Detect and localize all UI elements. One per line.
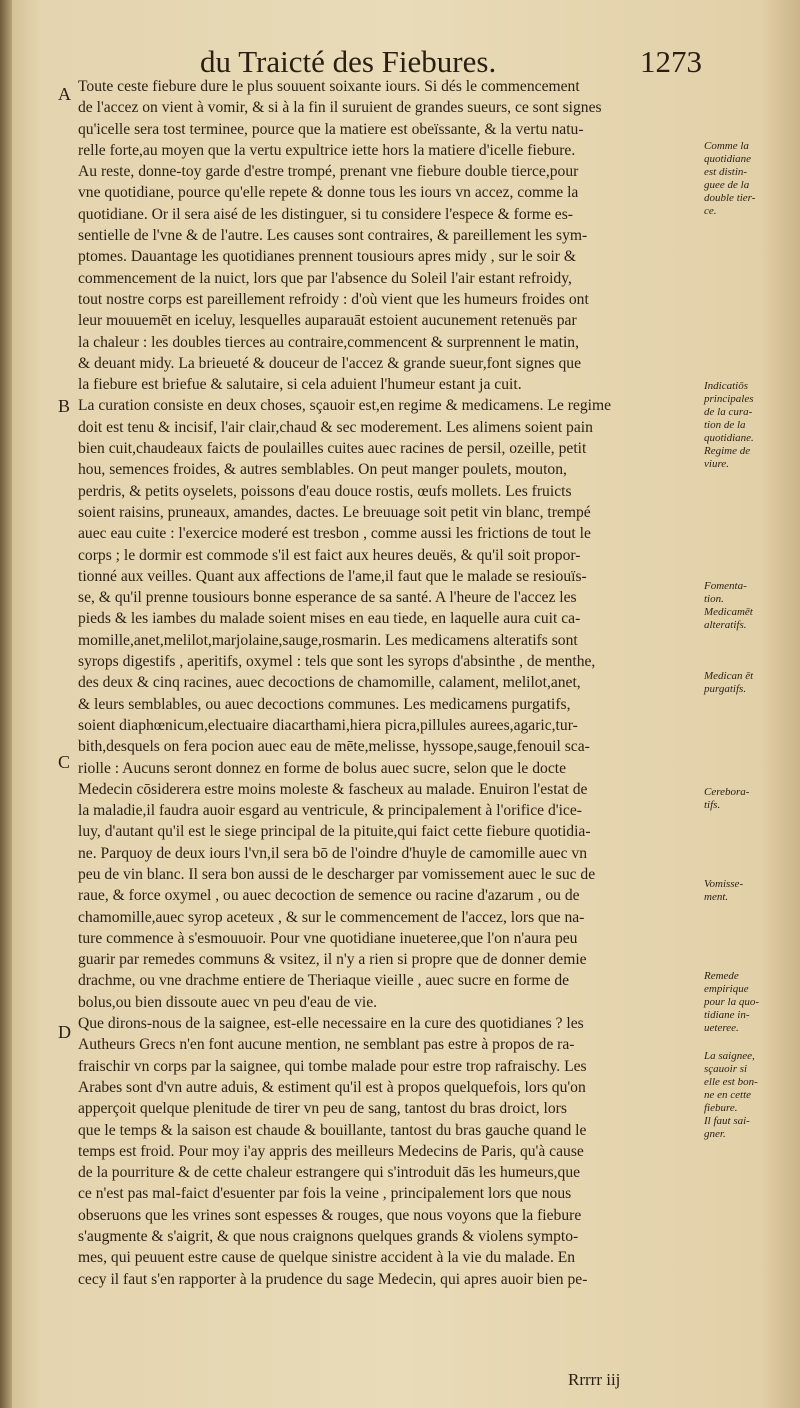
- text-line: Au reste, donne-toy garde d'estre trompé, prenant vne fiebure double tierce,pour: [78, 163, 579, 181]
- text-line: tionné aux veilles. Quant aux affections de l'ame,il faut que le malade se resiouïs-: [78, 567, 587, 585]
- text-line: qu'icelle sera tost terminee, pource que la matiere est obeïssante, & la vertu natu-: [78, 120, 584, 138]
- side-note-line: Indicatiōs: [704, 380, 748, 392]
- text-line: soient raisins, pruneaux, amandes, dactes. Le breuuage soit petit vin blanc, trempé: [78, 503, 591, 521]
- side-note: [704, 140, 798, 218]
- side-note: [704, 580, 798, 632]
- side-note-line: Medican ēt: [704, 670, 754, 682]
- text-line: ce n'est pas mal-faict d'esuenter par fois la veine , principalement lors que nous: [78, 1185, 572, 1203]
- text-line: raue, & force oxymel , ou auec decoction de semence ou racine d'azarum , ou de: [78, 887, 580, 905]
- side-note-line: purgatifs.: [704, 683, 747, 695]
- side-note-line: tion de la: [704, 419, 746, 431]
- text-line: momille,anet,melilot,marjolaine,sauge,rosmarin. Les medicamens alteratifs sont: [78, 631, 578, 649]
- side-note: [704, 1050, 798, 1141]
- text-line: peu de vin blanc. Il sera bon aussi de le descharger par vomissement auec le suc de: [78, 865, 596, 883]
- text-line: vne quotidiane, pource qu'elle repete & donne tous les iours vn accez, comme la: [78, 184, 579, 202]
- side-note-line: Regime de: [704, 445, 751, 457]
- text-line: Autheurs Grecs n'en font aucune mention, ne semblant pas estre à propos de ra-: [78, 1036, 575, 1054]
- text-line: quotidiane. Or il sera aisé de les distinguer, si tu considere l'espece & forme es-: [78, 205, 573, 223]
- text-line: leur mouuemēt en iceluy, lesquelles auparauāt estoient aucunement retenuës par: [78, 312, 577, 330]
- side-note: [704, 786, 798, 812]
- section-marker-d: D: [58, 1022, 71, 1042]
- text-line: La curation consiste en deux choses, sçauoir est,en regime & medicamens. Le regime: [78, 397, 612, 415]
- side-note-line: pour la quo-: [704, 996, 759, 1008]
- text-line: de l'accez on vient à vomir, & si à la fin il suruient de grandes sueurs, ce sont signes: [78, 99, 602, 117]
- text-line: Medecin cōsiderera estre moins moleste & fascheux au malade. Enuiron l'estat de: [78, 780, 588, 798]
- text-line: mes, qui peuuent estre cause de quelque sinistre accident à la vie du malade. En: [78, 1249, 576, 1267]
- main-text: [78, 76, 708, 1290]
- side-note-line: empirique: [704, 983, 749, 995]
- side-note-line: Remede: [704, 970, 739, 982]
- side-note: [704, 670, 798, 696]
- text-line: luy, d'autant qu'il est le siege principal de la pituite,qui faict cette fiebure quotidia-: [78, 823, 591, 841]
- text-line: la maladie,il faudra auoir esgard au ventricule, & principalement à l'orifice d'ice-: [78, 802, 582, 820]
- side-note-line: sçauoir si: [704, 1063, 748, 1075]
- text-line: que le temps & la saison est chaude & bouillante, tantost du bras gauche quand le: [78, 1121, 587, 1139]
- text-line: doit est tenu & incisif, l'air clair,chaud & sec moderement. Les alimens soient pain: [78, 418, 593, 436]
- side-note: [704, 380, 798, 471]
- side-note-line: Medicamēt: [704, 606, 753, 618]
- text-line: relle forte,au moyen que la vertu expultrice iette hors la matiere d'icelle fiebure.: [78, 141, 576, 159]
- section-marker-b: B: [58, 396, 71, 416]
- text-line: chamomille,auec syrop aceteux , & sur le commencement de l'accez, lors que na-: [78, 908, 585, 926]
- text-line: des deux & cinq racines, auec decoctions de chamomille, calament, melilot,anet,: [78, 674, 581, 692]
- side-note: [704, 878, 798, 904]
- text-line: commencement de la nuict, lors que par l'absence du Soleil l'air estant refroidy,: [78, 269, 572, 287]
- page-number: 1273: [640, 44, 702, 79]
- section-marker-c: C: [58, 752, 71, 772]
- text-line: Toute ceste fiebure dure le plus souuent soixante iours. Si dés le commencement: [78, 78, 580, 95]
- text-line: s'augmente & s'aigrit, & que nous craignons quelques grands & violens sympto-: [78, 1228, 579, 1246]
- text-line: Que dirons-nous de la saignee, est-elle necessaire en la cure des quotidianes ? les: [78, 1015, 584, 1033]
- text-line: ture commence à s'esmouuoir. Pour vne quotidiane inueteree,que l'on n'aura peu: [78, 929, 578, 947]
- running-title: du Traicté des Fiebures.: [200, 44, 497, 79]
- section-marker-a: A: [58, 84, 71, 104]
- side-note-line: tidiane in-: [704, 1009, 750, 1021]
- side-note-line: guee de la: [704, 179, 750, 191]
- side-note-line: fiebure.: [704, 1102, 738, 1114]
- text-line: tout nostre corps est pareillement refroidy : d'où vient que les humeurs froides ont: [78, 290, 589, 308]
- text-line: Arabes sont d'vn autre aduis, & estiment qu'il est à propos quelquefois, lors qu'on: [78, 1078, 586, 1096]
- side-note-line: principales: [704, 393, 754, 405]
- side-note-line: est distin-: [704, 166, 748, 178]
- text-line: cecy il faut s'en rapporter à la prudence du sage Medecin, qui apres auoir bien pe-: [78, 1270, 588, 1288]
- side-note-line: alteratifs.: [704, 619, 747, 631]
- text-line: la fiebure est briefue & salutaire, si cela aduient l'humeur estant ja cuit.: [78, 376, 522, 394]
- side-note-line: Vomisse-: [704, 878, 744, 890]
- text-line: soient diaphœnicum,electuaire diacarthami,hiera picra,pillules aurees,agaric,tur-: [78, 716, 578, 734]
- text-line: auec eau cuite : l'exercice moderé est tresbon , comme aussi les frictions de tout le: [78, 525, 591, 543]
- side-note-line: tion.: [704, 593, 724, 605]
- side-note-line: gner.: [704, 1128, 726, 1140]
- side-note-line: tifs.: [704, 799, 721, 811]
- side-note-line: Comme la: [704, 140, 749, 152]
- side-note-line: elle est bon-: [704, 1076, 758, 1088]
- text-line: syrops digestifs , aperitifs, oxymel : tels que sont les syrops d'absinthe , de menthe,: [78, 653, 596, 671]
- side-note-line: de la cura-: [704, 406, 753, 418]
- text-line: corps ; le dormir est commode s'il est faict aux heures deuës, & qu'il soit propor-: [78, 546, 581, 564]
- signature-mark: Rrrrr iij: [568, 1370, 621, 1389]
- side-note-line: Cerebora-: [704, 786, 750, 798]
- side-note-line: Fomenta-: [704, 580, 747, 592]
- text-line: bien cuit,chaudeaux faicts de poulailles cuites auec racines de persil, ozeille, petit: [78, 440, 587, 458]
- side-note-line: ment.: [704, 891, 729, 903]
- text-line: bolus,ou bien dissoute auec vn peu d'eau de vie.: [78, 993, 378, 1011]
- text-line: perdris, & petits oyselets, poissons d'eau douce rostis, œufs mollets. Les fruicts: [78, 482, 572, 500]
- side-note-line: La saignee,: [704, 1050, 755, 1062]
- text-line: hou, semences froides, & autres semblables. On peut manger poulets, mouton,: [78, 461, 567, 479]
- text-line: de la pourriture & de cette chaleur estrangere qui s'introduit dās les humeurs,que: [78, 1164, 581, 1182]
- side-note: [704, 970, 798, 1035]
- side-note-line: quotidiane: [704, 153, 752, 165]
- text-line: drachme, ou vne drachme entiere de Theriaque vieille , auec sucre en forme de: [78, 972, 570, 990]
- text-line: & deuant midy. La brieueté & douceur de l'accez & grande sueur,font signes que: [78, 354, 582, 372]
- side-note-line: Il faut sai-: [704, 1115, 750, 1127]
- side-note-line: ce.: [704, 205, 717, 217]
- text-line: riolle : Aucuns seront donnez en forme de bolus auec sucre, selon que le docte: [78, 759, 567, 777]
- side-note-line: double tier-: [704, 192, 756, 204]
- page-gutter: [0, 0, 12, 1408]
- text-line: obseruons que les vrines sont espesses & rouges, que nous voyons que la fiebure: [78, 1206, 582, 1224]
- text-line: apperçoit quelque plenitude de tirer vn peu de sang, tantost du bras droict, lors: [78, 1100, 567, 1118]
- text-line: fraischir vn corps par la saignee, qui tombe malade pour estre trop rafraischy. Les: [78, 1057, 587, 1075]
- side-note-line: ueteree.: [704, 1022, 739, 1034]
- side-note-line: ne en cette: [704, 1089, 752, 1101]
- text-line: ptomes. Dauantage les quotidianes prennent tousiours apres midy , sur le soir &: [78, 248, 577, 266]
- side-note-line: viure.: [704, 458, 729, 470]
- text-line: temps est froid. Pour moy i'ay appris des meilleurs Medecins de Paris, qu'à cause: [78, 1142, 584, 1160]
- text-line: pieds & les iambes du malade soient mises en eau tiede, en laquelle aura cuit ca-: [78, 610, 581, 628]
- text-line: la chaleur : les doubles tierces au contraire,commencent & surprennent le matin,: [78, 333, 579, 351]
- text-line: guarir par remedes communs & vsitez, il n'y a rien si propre que de donner demie: [78, 951, 587, 969]
- text-line: ne. Parquoy de deux iours l'vn,il sera bō de l'oindre d'huyle de camomille auec vn: [78, 844, 588, 862]
- text-line: se, & qu'il prenne tousiours bonne esperance de sa santé. A l'heure de l'accez les: [78, 589, 577, 607]
- text-line: bith,desquels on fera pocion auec eau de mēte,melisse, hyssope,sauge,fenouil sca-: [78, 738, 590, 756]
- text-line: & leurs semblables, ou auec decoctions communes. Les medicamens purgatifs,: [78, 695, 571, 713]
- text-line: sentielle de l'vne & de l'autre. Les causes sont contraires, & pareillement les sym-: [78, 227, 588, 245]
- side-note-line: quotidiane.: [704, 432, 754, 444]
